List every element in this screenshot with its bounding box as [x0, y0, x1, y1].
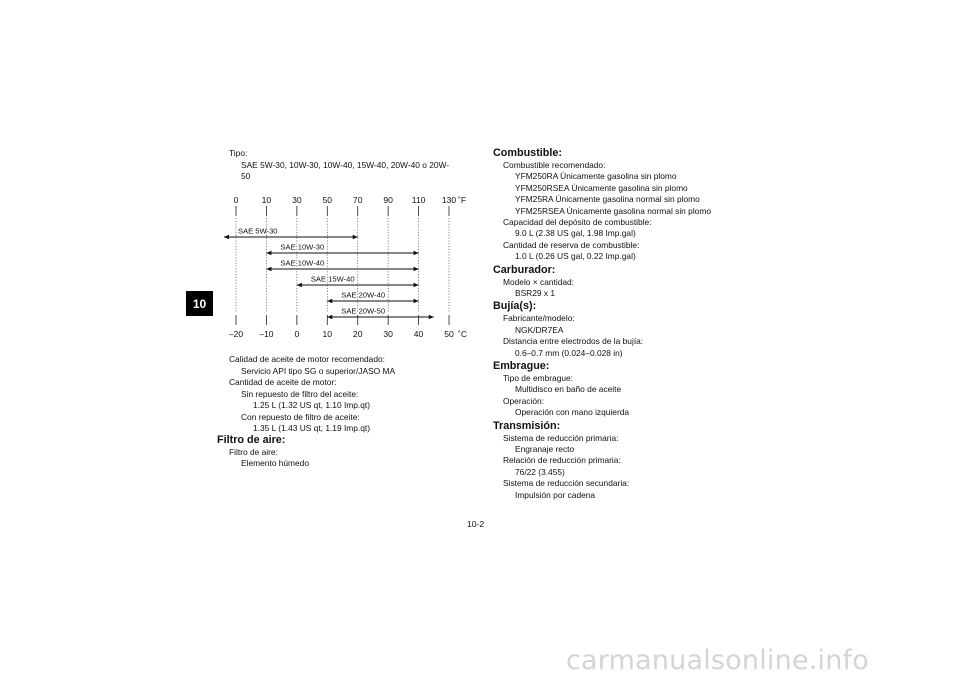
left-line: 1.25 L (1.32 US qt, 1.10 Imp.qt) — [253, 400, 371, 410]
section-line: YFM25RA Únicamente gasolina normal sin plomo — [515, 194, 700, 205]
section-line: YFM25RSEA Únicamente gasolina normal sin plomo — [515, 205, 711, 216]
range-arrow-left — [266, 267, 271, 271]
section-line: 0.6–0.7 mm (0.024–0.028 in) — [515, 347, 623, 358]
range-label: SAE 20W-50 — [341, 306, 386, 316]
fahrenheit-tick-label: 70 — [352, 195, 363, 205]
section-line: Multidisco en baño de aceite — [515, 384, 622, 395]
page-number: 10-2 — [467, 519, 485, 529]
range-arrow-left — [327, 299, 332, 303]
celsius-tick-label: 20 — [352, 329, 363, 339]
fahrenheit-tick-label: 0 — [233, 195, 239, 205]
section-line: NGK/DR7EA — [515, 324, 564, 335]
section-line: Operación con mano izquierda — [515, 407, 630, 418]
celsius-tick-label: 10 — [322, 329, 333, 339]
left-line: Cantidad de aceite de motor: — [229, 377, 337, 387]
section-line: Modelo × cantidad: — [503, 276, 575, 287]
section-line: BSR29 x 1 — [515, 288, 556, 298]
section-line: YFM250RSEA Únicamente gasolina sin plomo — [515, 182, 688, 193]
range-label: SAE 10W-40 — [280, 258, 325, 268]
range-arrow-left — [327, 315, 332, 319]
section-line: Impulsión por cadena — [515, 489, 596, 500]
section-line: Operación: — [503, 395, 544, 406]
section-line: 9.0 L (2.38 US gal, 1.98 Imp.gal) — [515, 228, 636, 239]
air-filter-heading: Filtro de aire: — [217, 433, 286, 446]
range-label: SAE 5W-30 — [238, 226, 278, 236]
celsius-tick-label: 50 — [444, 329, 454, 339]
section-heading: Bujía(s): — [493, 300, 537, 313]
section-line: Engranaje recto — [515, 444, 575, 454]
chapter-tab-number: 10 — [192, 296, 207, 311]
celsius-tick-label: 30 — [383, 329, 393, 339]
range-label: SAE 15W-40 — [310, 274, 355, 284]
fahrenheit-tick-label: 110 — [411, 195, 426, 205]
range-arrow-right — [414, 267, 419, 271]
fahrenheit-tick-label: 30 — [292, 195, 302, 205]
fahrenheit-unit: ˚F — [458, 195, 467, 205]
watermark: carmanualsonline.info — [566, 645, 869, 676]
left-line: Sin repuesto de filtro del aceite: — [241, 388, 359, 399]
range-arrow-right — [414, 299, 419, 303]
section-line: 1.0 L (0.26 US gal, 0.22 Imp.gal) — [515, 251, 636, 262]
celsius-tick-label: –20 — [228, 329, 244, 339]
oil-type-line-2: 50 — [241, 171, 251, 181]
section-heading: Embrague: — [493, 360, 550, 372]
fahrenheit-tick-label: 90 — [383, 195, 393, 205]
range-arrow-right — [414, 251, 419, 255]
section-line: 76/22 (3.455) — [515, 466, 565, 477]
range-arrow-left — [297, 283, 302, 287]
section-line: YFM250RA Únicamente gasolina sin plomo — [515, 171, 677, 182]
section-heading: Carburador: — [493, 263, 556, 276]
left-line: Servicio API tipo SG o superior/JASO MA — [241, 365, 396, 376]
celsius-unit: ˚C — [458, 329, 468, 339]
range-arrow-left — [224, 235, 229, 239]
oil-viscosity-chart — [222, 190, 472, 346]
fahrenheit-tick-label: 10 — [261, 195, 272, 205]
range-label: SAE 20W-40 — [341, 290, 386, 300]
section-line: Sistema de reducción secundaria: — [503, 478, 630, 489]
air-filter-line: Elemento húmedo — [241, 458, 309, 468]
section-line: Capacidad del depósito de combustible: — [503, 217, 652, 227]
fahrenheit-tick-label: 50 — [322, 195, 333, 205]
fahrenheit-tick-label: 130 — [441, 195, 457, 205]
section-heading: Combustible: — [493, 147, 562, 159]
range-arrow-right — [353, 235, 358, 239]
celsius-tick-label: 40 — [413, 329, 424, 339]
range-label: SAE 10W-30 — [280, 242, 325, 252]
section-heading: Transmisión: — [493, 419, 561, 432]
section-line: Sistema de reducción primaria: — [503, 432, 619, 443]
oil-type-label: Tipo: — [229, 148, 248, 158]
chapter-tab — [186, 291, 213, 316]
celsius-tick-label: –10 — [259, 329, 274, 339]
section-line: Tipo de embrague: — [503, 373, 573, 383]
section-line: Relación de reducción primaria: — [503, 455, 621, 466]
range-arrow-right — [429, 315, 434, 319]
celsius-tick-label: 0 — [294, 329, 300, 339]
section-line: Combustible recomendado: — [503, 160, 606, 170]
air-filter-line: Filtro de aire: — [229, 446, 278, 457]
left-line: Con repuesto de filtro de aceite: — [241, 411, 360, 422]
left-line: Calidad de aceite de motor recomendado: — [229, 354, 385, 364]
section-line: Cantidad de reserva de combustible: — [503, 239, 640, 250]
left-line: 1.35 L (1.43 US qt, 1.19 Imp.qt) — [253, 423, 371, 433]
range-arrow-right — [414, 283, 419, 287]
range-arrow-left — [266, 251, 271, 255]
section-line: Fabricante/modelo: — [503, 313, 575, 324]
section-line: Distancia entre electrodos de la bujía: — [503, 336, 644, 347]
oil-type-line-1: SAE 5W-30, 10W-30, 10W-40, 15W-40, 20W-40 o 20W- — [241, 159, 450, 170]
